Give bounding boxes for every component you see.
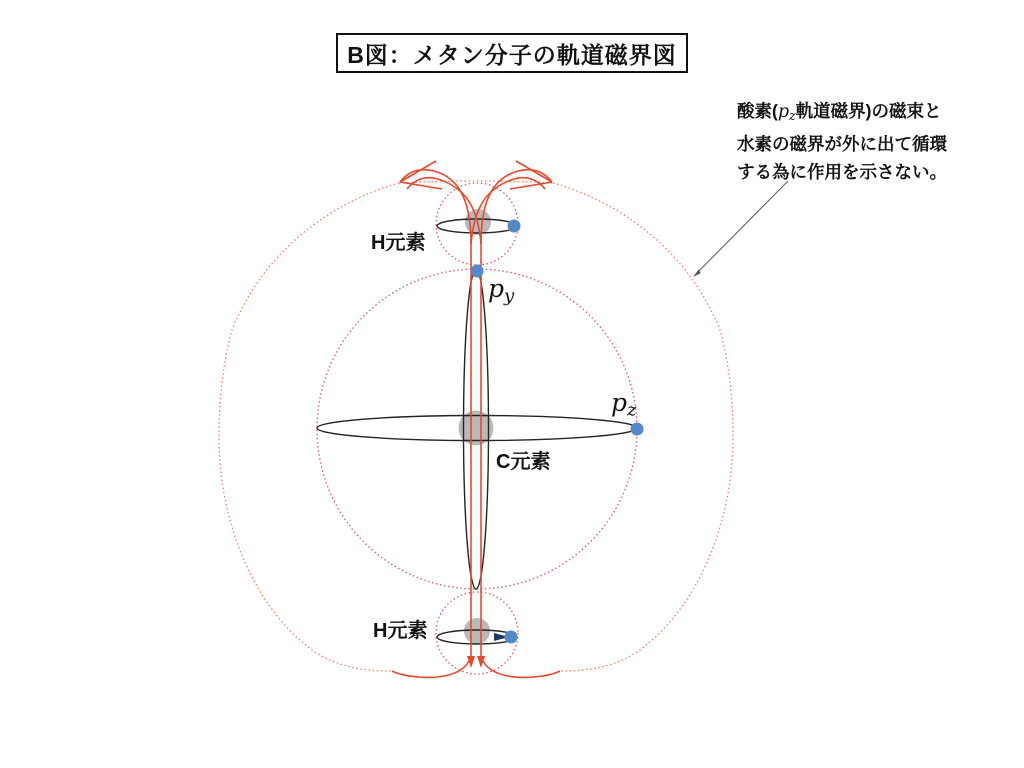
diagram-title xyxy=(336,33,688,73)
annotation-line-1: 酸素($p_z$軌道磁界)の磁束と xyxy=(737,101,942,124)
annotation-note xyxy=(737,97,982,186)
carbon-label: C元素 xyxy=(496,451,551,473)
field-return-bottom-left xyxy=(392,661,469,677)
diagram-title-text: B図：メタン分子の軌道磁界図 xyxy=(347,41,677,68)
field-return-bottom-right xyxy=(483,661,560,677)
outer-flux-left-arc xyxy=(219,183,399,671)
electron-dot-py-top xyxy=(471,265,484,278)
py-orbital-label: $p_y$ xyxy=(488,274,515,307)
outer-flux-top-arc xyxy=(399,181,553,183)
hydrogen-atom-bottom xyxy=(464,618,490,644)
annotation-leader-line xyxy=(695,181,788,275)
electron-dot-pz-right xyxy=(631,423,644,436)
hydrogen-label-bottom: H元素 xyxy=(373,620,428,642)
annotation-line-3: する為に作用を示さない。 xyxy=(737,162,947,183)
electron-dot-hydrogen-top xyxy=(508,220,521,233)
hydrogen-label-top: H元素 xyxy=(371,232,426,254)
electron-dot-hydrogen-bottom xyxy=(505,631,518,644)
pz-orbital-label: $p_z$ xyxy=(611,388,637,421)
pz-symbol: p xyxy=(777,102,790,122)
annotation-line-2: 水素の磁界が外に出て循環 xyxy=(737,134,947,155)
